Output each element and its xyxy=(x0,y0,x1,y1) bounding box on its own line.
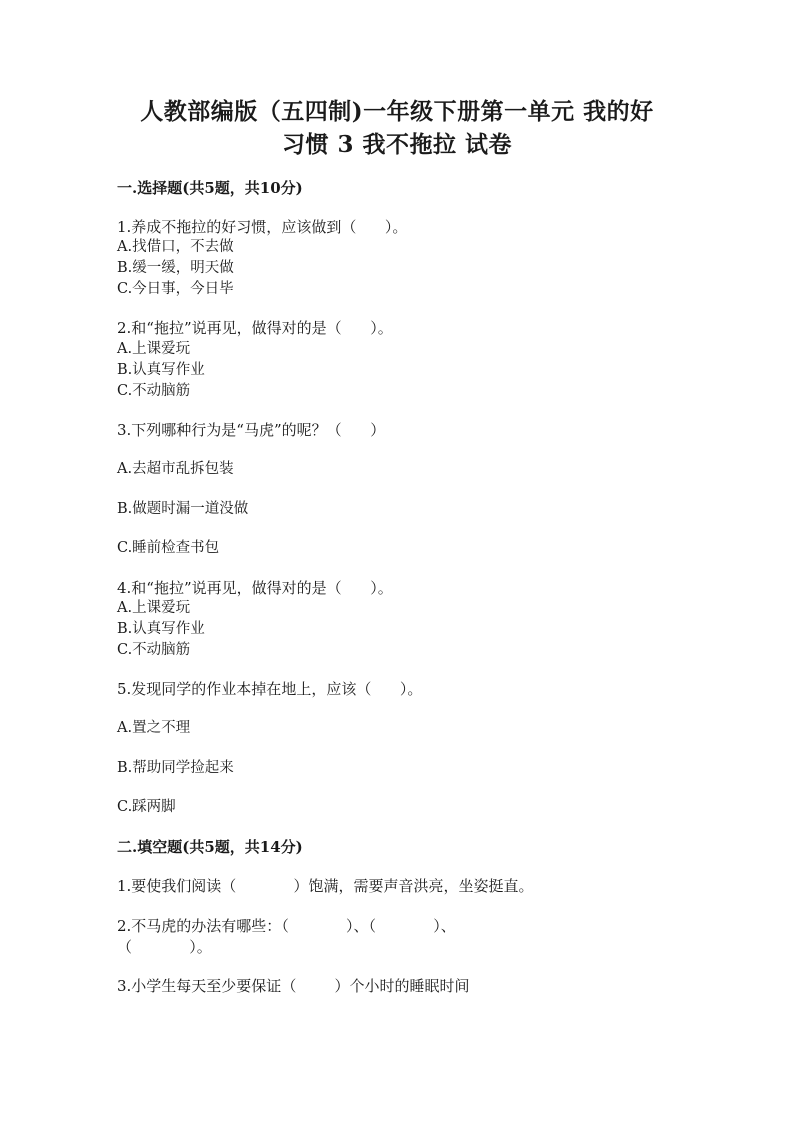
choice-4-option-b: B.认真写作业 xyxy=(117,621,205,637)
choice-question-3: 3.下列哪种行为是“马虎”的呢？（ ） xyxy=(117,421,386,439)
exam-title-line-2: 习惯 3 我不拖拉 试卷 xyxy=(281,131,513,158)
choice-2-option-a: A.上课爱玩 xyxy=(117,341,191,357)
section-heading-choice: 一.选择题(共5题，共10分) xyxy=(117,179,303,197)
choice-1-option-a: A.找借口，不去做 xyxy=(117,239,234,255)
choice-5-option-b: B.帮助同学捡起来 xyxy=(117,760,234,776)
fill-question-1: 1.要使我们阅读（ ）饱满，需要声音洪亮，坐姿挺直。 xyxy=(117,877,534,895)
choice-2-option-c: C.不动脑筋 xyxy=(117,383,191,399)
fill-question-3: 3.小学生每天至少要保证（ ）个小时的睡眠时间 xyxy=(117,977,470,995)
choice-5-option-c: C.踩两脚 xyxy=(117,799,176,815)
choice-4-option-a: A.上课爱玩 xyxy=(117,600,191,616)
fill-question-2-continuation: （ ）。 xyxy=(117,938,212,956)
exam-title-line-1: 人教部编版（五四制)一年级下册第一单元 我的好 xyxy=(140,98,654,125)
choice-question-5: 5.发现同学的作业本掉在地上，应该（ ）。 xyxy=(117,680,423,698)
choice-1-option-c: C.今日事，今日毕 xyxy=(117,281,234,297)
choice-1-option-b: B.缓一缓，明天做 xyxy=(117,260,234,276)
fill-question-2: 2.不马虎的办法有哪些：（ ）、（ ）、 xyxy=(117,917,456,935)
choice-3-option-b: B.做题时漏一道没做 xyxy=(117,501,249,517)
section-heading-fill-blank: 二.填空题(共5题，共14分) xyxy=(117,838,303,856)
choice-3-option-c: C.睡前检查书包 xyxy=(117,540,220,556)
choice-4-option-c: C.不动脑筋 xyxy=(117,642,191,658)
choice-5-option-a: A.置之不理 xyxy=(117,720,191,736)
choice-question-2: 2.和“拖拉”说再见，做得对的是（ ）。 xyxy=(117,319,393,337)
choice-3-option-a: A.去超市乱拆包装 xyxy=(117,461,234,477)
choice-question-1: 1.养成不拖拉的好习惯，应该做到（ ）。 xyxy=(117,218,408,236)
choice-2-option-b: B.认真写作业 xyxy=(117,362,205,378)
choice-question-4: 4.和“拖拉”说再见，做得对的是（ ）。 xyxy=(117,579,393,597)
